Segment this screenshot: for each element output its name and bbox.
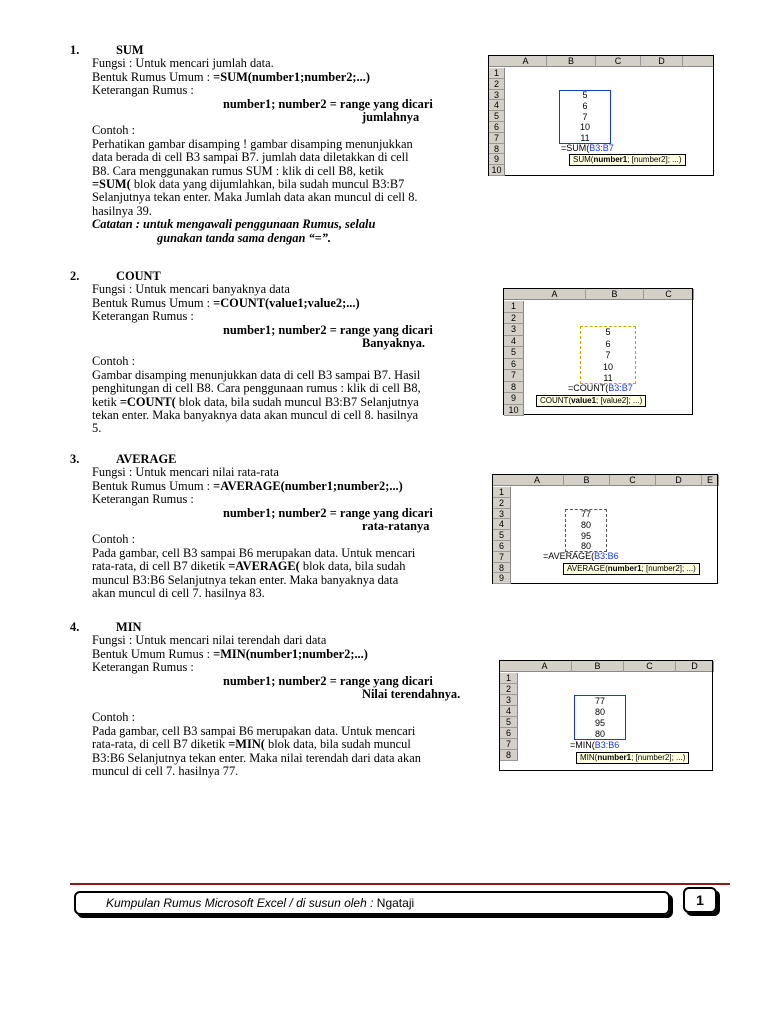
row-header: 7 — [504, 370, 524, 382]
keterangan-detail: number1; number2 = range yang dicari — [223, 96, 433, 111]
row-header: 10 — [489, 165, 505, 176]
paragraph-line: B3:B6 Selanjutnya tekan enter. Maka nilai terendah dari data akan — [92, 750, 421, 765]
column-header: B — [564, 475, 610, 486]
cell-value: 80 — [580, 519, 591, 530]
cell-value: 7 — [582, 111, 588, 122]
cell-value: 5 — [605, 327, 611, 337]
function-tooltip: SUM(number1; [number2]; ...) — [569, 154, 686, 166]
row-header: 3 — [493, 509, 511, 520]
cell-value: 6 — [582, 100, 588, 111]
cell-value: 80 — [580, 541, 591, 552]
paragraph-line: penghitungan di cell B8. Cara penggunaan rumus : klik di cell B8, — [92, 381, 421, 396]
row-header: 3 — [500, 695, 518, 706]
page-number: 1 — [683, 887, 717, 913]
row-header: 6 — [489, 122, 505, 133]
spreadsheet-figure-average — [492, 474, 718, 584]
section-title: SUM — [116, 43, 144, 57]
column-header: D — [676, 661, 714, 672]
function-tooltip: COUNT(value1; [value2]; ...) — [536, 395, 646, 407]
fungsi-line: Fungsi : Untuk mencari nilai rata-rata — [92, 465, 279, 480]
row-header: 4 — [489, 100, 505, 111]
row-header: 9 — [493, 573, 511, 584]
section-count — [70, 270, 500, 436]
section-number: 3. — [70, 452, 80, 466]
paragraph-line: Selanjutnya tekan enter. Maka Jumlah data akan muncul di cell 8. — [92, 190, 418, 205]
column-header: A — [511, 475, 564, 486]
column-header: C — [596, 56, 641, 67]
cell-value: 7 — [605, 350, 611, 360]
contoh-label: Contoh : — [92, 710, 136, 725]
column-header: A — [505, 56, 547, 67]
paragraph-line: B8. Cara menggunakan rumus SUM : klik di cell B8, ketik — [92, 163, 384, 178]
column-header: C — [610, 475, 656, 486]
row-header: 1 — [500, 673, 518, 684]
section-sum — [70, 44, 500, 245]
fungsi-line: Fungsi : Untuk mencari jumlah data. — [92, 56, 274, 71]
row-header: 5 — [500, 717, 518, 728]
contoh-label: Contoh : — [92, 123, 136, 138]
row-header: 8 — [489, 144, 505, 155]
cell-value: 95 — [580, 530, 591, 541]
row-header: 5 — [504, 347, 524, 359]
contoh-label: Contoh : — [92, 532, 136, 547]
row-header: 9 — [504, 393, 524, 405]
paragraph-line: ketik =COUNT( blok data, bila sudah muncul B3:B7 Selanjutnya — [92, 394, 419, 409]
row-header: 8 — [500, 750, 518, 761]
paragraph-line: Gambar disamping menunjukkan data di cell B3 sampai B7. Hasil — [92, 367, 421, 382]
function-tooltip: MIN(number1; [number2]; ...) — [576, 752, 689, 764]
paragraph-line: akan muncul di cell 7. hasilnya 83. — [92, 586, 265, 601]
cell-value: 80 — [594, 707, 605, 717]
row-header: 3 — [489, 90, 505, 101]
cell-value: 95 — [594, 718, 605, 728]
column-header: A — [518, 661, 572, 672]
row-header: 5 — [489, 111, 505, 122]
footer-text: Kumpulan Rumus Microsoft Excel / di susun oleh : — [106, 896, 377, 910]
paragraph-line: hasilnya 39. — [92, 203, 152, 218]
cell-value: 11 — [580, 133, 590, 144]
cell-value: 5 — [582, 90, 588, 100]
keterangan-detail-2: rata-ratanya — [362, 519, 430, 534]
paragraph-line: rata-rata, di cell B7 diketik =AVERAGE( blok data, bila sudah — [92, 559, 406, 574]
section-average — [70, 453, 500, 600]
cell-value: 10 — [579, 122, 590, 133]
note-line: Catatan : untuk mengawali penggunaan Rumus, selalu — [92, 217, 376, 232]
bentuk-line: Bentuk Rumus Umum : =AVERAGE(number1;number2;...) — [92, 478, 403, 493]
row-header: 7 — [500, 739, 518, 750]
paragraph-line: data berada di cell B3 sampai B7. jumlah data diletakkan di cell — [92, 150, 409, 165]
row-header: 2 — [493, 498, 511, 509]
section-number: 1. — [70, 43, 80, 57]
row-header: 6 — [500, 728, 518, 739]
column-header: D — [656, 475, 702, 486]
keterangan-detail: number1; number2 = range yang dicari — [223, 505, 433, 520]
footer-author: Ngataji — [376, 896, 415, 910]
keterangan-line: Keterangan Rumus : — [92, 492, 194, 507]
contoh-label: Contoh : — [92, 354, 136, 369]
paragraph-line: =SUM( blok data yang dijumlahkan, bila sudah muncul B3:B7 — [92, 177, 405, 192]
note-line-2: gunakan tanda sama dengan “=”. — [157, 230, 332, 245]
formula-text: =COUNT(B3:B7 — [568, 383, 633, 393]
column-header: B — [572, 661, 624, 672]
row-header: 6 — [504, 359, 524, 371]
row-header: 2 — [500, 684, 518, 695]
keterangan-detail: number1; number2 = range yang dicari — [223, 322, 433, 337]
row-header: 7 — [493, 552, 511, 563]
keterangan-line: Keterangan Rumus : — [92, 660, 194, 675]
column-header: E — [702, 475, 719, 486]
row-header: 5 — [493, 530, 511, 541]
cell-value: 77 — [594, 696, 605, 706]
paragraph-line: muncul di cell 7. hasilnya 77. — [92, 764, 239, 779]
cell-value: 77 — [580, 509, 591, 519]
column-header: B — [586, 289, 644, 300]
section-title: AVERAGE — [116, 452, 177, 466]
cell-value: 6 — [605, 338, 611, 349]
cell-value: 10 — [602, 361, 613, 372]
paragraph-line: Perhatikan gambar disamping ! gambar disamping menunjukkan — [92, 136, 413, 151]
section-number: 2. — [70, 269, 80, 283]
bentuk-line: Bentuk Rumus Umum : =SUM(number1;number2;...) — [92, 69, 370, 84]
row-header: 3 — [504, 324, 524, 336]
column-header: A — [524, 289, 586, 300]
row-header: 8 — [504, 382, 524, 394]
row-header: 7 — [489, 133, 505, 144]
row-header: 4 — [493, 519, 511, 530]
bentuk-line: Bentuk Rumus Umum : =COUNT(value1;value2;...) — [92, 295, 360, 310]
formula-text: =SUM(B3:B7 — [561, 143, 614, 153]
paragraph-line: 5. — [92, 421, 102, 436]
section-min — [70, 621, 500, 778]
row-header: 4 — [500, 706, 518, 717]
footer-box — [74, 891, 670, 915]
keterangan-line: Keterangan Rumus : — [92, 309, 194, 324]
cell-value: 80 — [594, 729, 605, 739]
paragraph-line: tekan enter. Maka banyaknya data akan muncul di cell 8. hasilnya — [92, 408, 419, 423]
column-header: B — [547, 56, 596, 67]
footer-rule — [70, 883, 730, 885]
function-tooltip: AVERAGE(number1; [number2]; ...) — [563, 563, 700, 575]
keterangan-line: Keterangan Rumus : — [92, 83, 194, 98]
row-header: 1 — [493, 487, 511, 498]
keterangan-detail: number1; number2 = range yang dicari — [223, 673, 433, 688]
formula-text: =MIN(B3:B6 — [570, 740, 620, 750]
bentuk-line: Bentuk Umum Rumus : =MIN(number1;number2;...) — [92, 646, 368, 661]
row-header: 8 — [493, 563, 511, 574]
section-number: 4. — [70, 620, 80, 634]
keterangan-detail-2: Nilai terendahnya. — [362, 687, 461, 702]
section-title: COUNT — [116, 269, 161, 283]
row-header: 6 — [493, 541, 511, 552]
cell-value: 11 — [603, 373, 613, 383]
formula-text: =AVERAGE(B3:B6 — [543, 551, 619, 561]
spreadsheet-figure-min — [499, 660, 713, 771]
paragraph-line: Pada gambar, cell B3 sampai B6 merupakan data. Untuk mencari — [92, 723, 416, 738]
row-header: 2 — [504, 313, 524, 325]
paragraph-line: rata-rata, di cell B7 diketik =MIN( blok data, bila sudah muncul — [92, 737, 411, 752]
row-header: 10 — [504, 405, 524, 417]
spreadsheet-figure-sum — [488, 55, 714, 176]
fungsi-line: Fungsi : Untuk mencari nilai terendah dari data — [92, 633, 327, 648]
column-header: C — [624, 661, 676, 672]
fungsi-line: Fungsi : Untuk mencari banyaknya data — [92, 282, 290, 297]
row-header: 9 — [489, 154, 505, 165]
column-header: C — [644, 289, 694, 300]
keterangan-detail-2: jumlahnya — [362, 110, 420, 125]
column-header: D — [641, 56, 683, 67]
row-header: 1 — [504, 301, 524, 313]
paragraph-line: muncul B3:B6 Selanjutnya tekan enter. Maka banyaknya data — [92, 572, 399, 587]
row-header: 4 — [504, 336, 524, 348]
paragraph-line: Pada gambar, cell B3 sampai B6 merupakan data. Untuk mencari — [92, 545, 416, 560]
section-title: MIN — [116, 620, 142, 634]
row-header: 2 — [489, 79, 505, 90]
row-header: 1 — [489, 68, 505, 79]
keterangan-detail-2: Banyaknya. — [362, 336, 426, 351]
spreadsheet-figure-count — [503, 288, 693, 415]
